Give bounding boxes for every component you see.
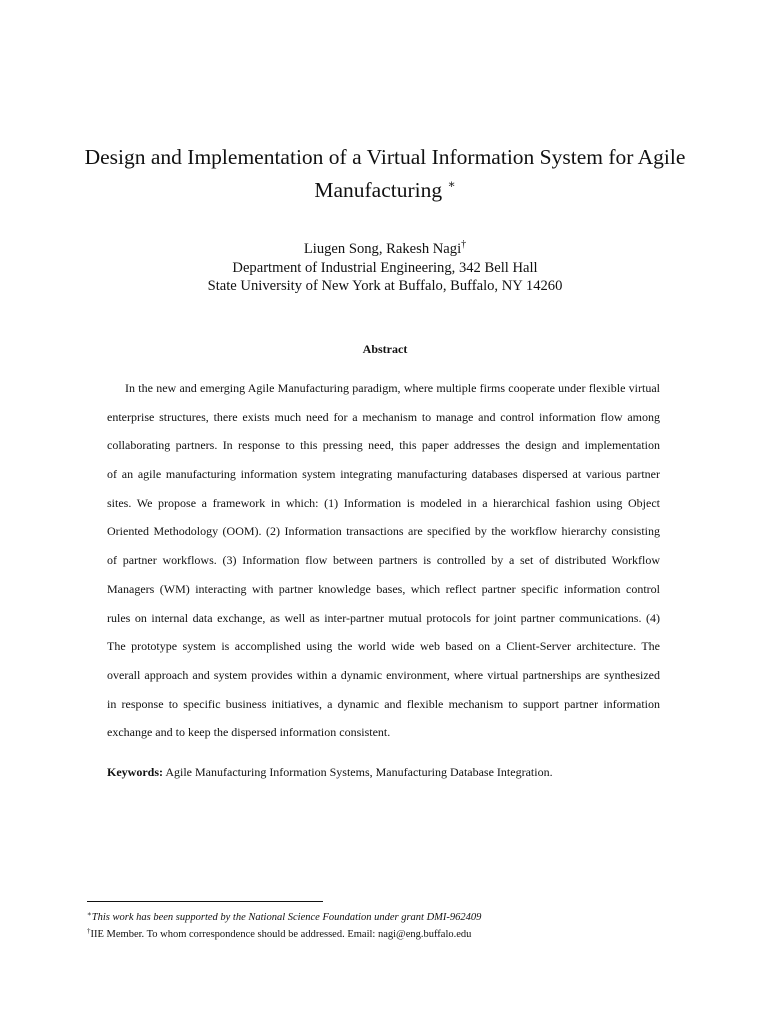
abstract-line: of partner workflows. (3) Information flow between partners is controlled by a set of distributed Workflow bbox=[107, 553, 660, 568]
keywords bbox=[107, 764, 667, 780]
footnote-text: IIE Member. To whom correspondence should be addressed. Email: nagi@eng.buffalo.edu bbox=[90, 928, 472, 940]
footnote-funding bbox=[87, 908, 687, 925]
author-names: Liugen Song, Rakesh Nagi bbox=[303, 241, 462, 257]
author-university: State University of New York at Buffalo, Buffalo, NY 14260 bbox=[207, 278, 563, 294]
abstract-line: The prototype system is accomplished using the world wide web based on a Client-Server architecture. The bbox=[107, 639, 660, 654]
footnote-divider bbox=[87, 901, 323, 902]
abstract-line: enterprise structures, there exists much need for a mechanism to manage and control information flow among bbox=[107, 409, 660, 424]
author-footnote-mark: † bbox=[461, 239, 467, 250]
author-department: Department of Industrial Engineering, 342 Bell Hall bbox=[232, 259, 538, 276]
footnote-mark: ∗ bbox=[87, 910, 92, 918]
author-names-line bbox=[60, 236, 710, 259]
abstract-line: exchange and to keep the dispersed information consistent. bbox=[107, 725, 391, 740]
title-line-2-text: Manufacturing bbox=[314, 178, 443, 202]
abstract-line: rules on internal data exchange, as well as inter-partner mutual protocols for joint partner communications. (4) bbox=[107, 610, 660, 625]
abstract-body bbox=[107, 374, 660, 747]
footnote-correspondence bbox=[87, 925, 687, 942]
paper-title bbox=[60, 144, 710, 204]
abstract-line: of an agile manufacturing information system integrating manufacturing databases dispersed at various partner bbox=[107, 467, 660, 482]
abstract-line: in response to specific business initiatives, a dynamic and flexible mechanism to support partner information bbox=[107, 696, 660, 711]
author-block bbox=[60, 236, 710, 296]
keywords-label: Keywords: bbox=[107, 765, 163, 779]
abstract-line: In the new and emerging Agile Manufacturing paradigm, where multiple firms cooperate under flexible virtual bbox=[125, 381, 660, 395]
keywords-text: Agile Manufacturing Information Systems, Manufacturing Database Integration. bbox=[165, 765, 553, 779]
footnote-mark: † bbox=[87, 926, 91, 935]
footnotes bbox=[87, 908, 687, 941]
abstract-line: sites. We propose a framework in which: (1) Information is modeled in a hierarchical fashion using Object bbox=[107, 495, 660, 510]
abstract-line: overall approach and system provides within a dynamic environment, where virtual partnerships are synthesized bbox=[107, 667, 660, 682]
abstract-line: collaborating partners. In response to this pressing need, this paper addresses the design and implementation bbox=[107, 438, 660, 453]
title-line-1: Design and Implementation of a Virtual Information System for Agile bbox=[84, 145, 686, 169]
abstract-line: Managers (WM) interacting with partner knowledge bases, which reflect partner specific information control bbox=[107, 581, 660, 596]
abstract-heading: Abstract bbox=[362, 342, 408, 356]
title-footnote-mark: ∗ bbox=[447, 177, 456, 191]
abstract-line: Oriented Methodology (OOM). (2) Information transactions are specified by the workflow hierarchy consisting bbox=[107, 524, 660, 539]
title-line-2 bbox=[60, 171, 710, 204]
footnote-text: This work has been supported by the National Science Foundation under grant DMI-962409 bbox=[91, 912, 482, 923]
